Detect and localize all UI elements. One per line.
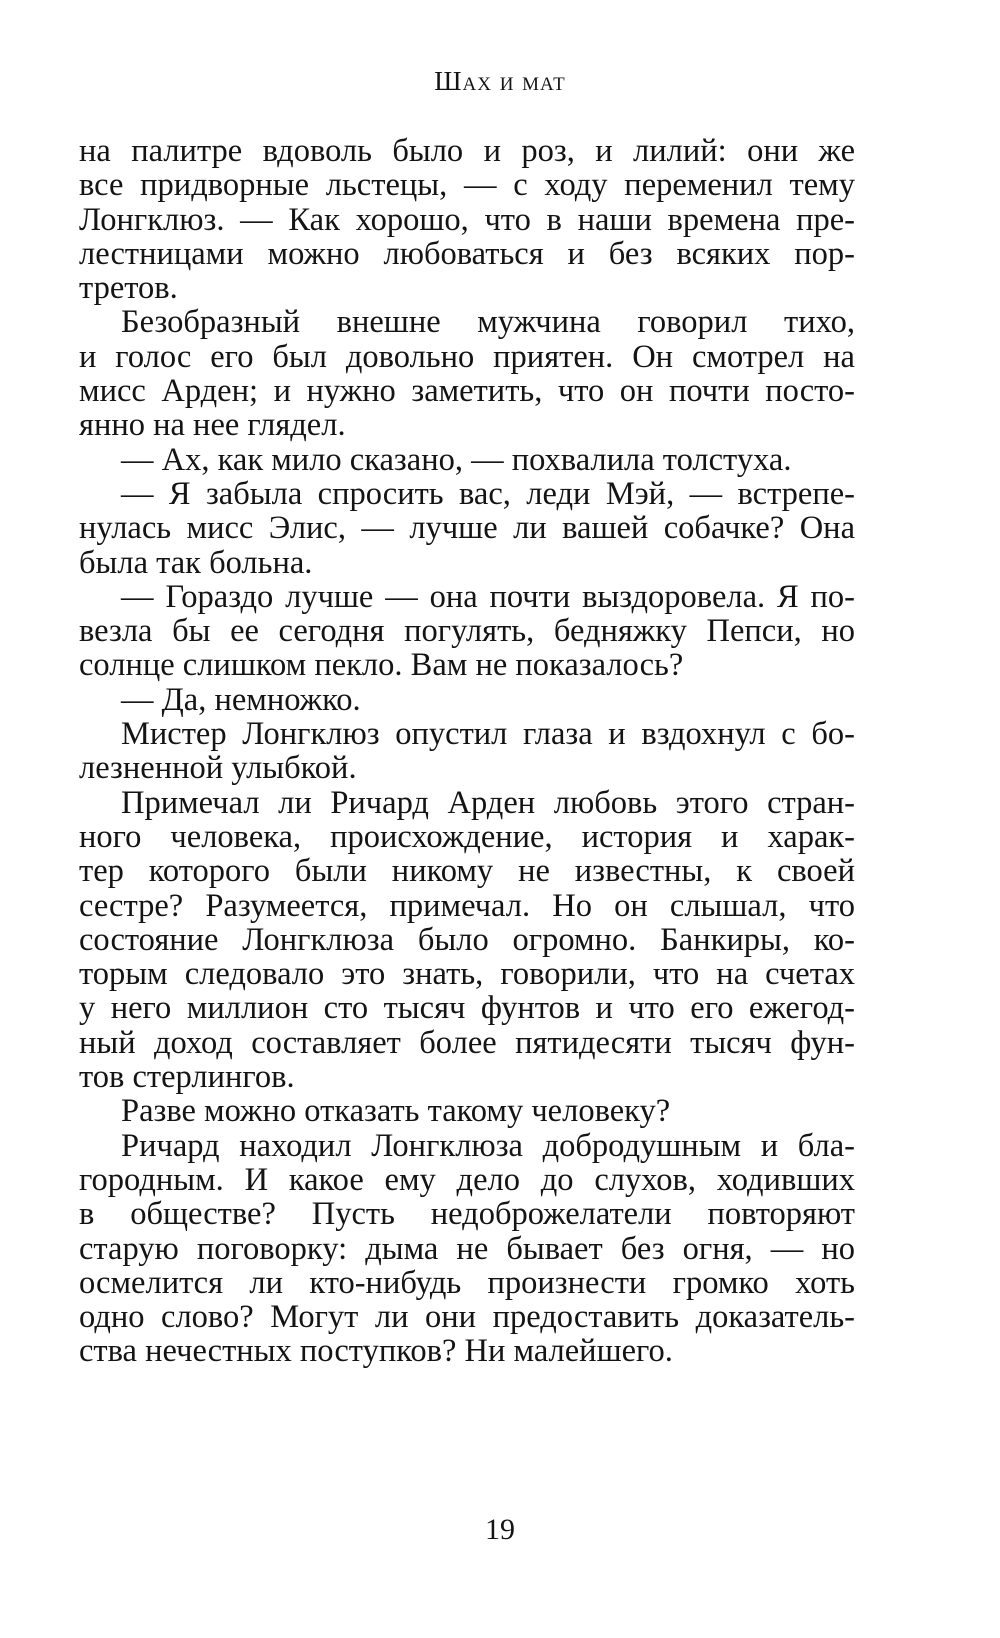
paragraph [79, 580, 855, 683]
page-number: 19 [485, 1513, 515, 1546]
text-line: ный доход составляет более пятидесяти тысяч фун- [79, 1024, 855, 1061]
text-line: мисс Арден; и нужно заметить, что он почти посто- [79, 373, 855, 410]
text-line: торым следовало это знать, говорили, что на счетах [79, 956, 855, 993]
text-line: Разве можно отказать такому человеку? [121, 1093, 671, 1130]
text-line: — Я забыла спросить вас, леди Мэй, — встрепе- [121, 475, 855, 512]
text-line: тер которого были никому не известны, к своей [79, 853, 855, 890]
paragraph [79, 477, 855, 580]
text-line: — Да, немножко. [121, 681, 361, 718]
text-line: была так больна. [79, 544, 313, 581]
text-line: состояние Лонгклюза было огромно. Банкиры, ко- [79, 921, 855, 958]
text-line: янно на нее глядел. [79, 407, 346, 444]
paragraph [79, 305, 855, 442]
text-line: Безобразный внешне мужчина говорил тихо, [121, 304, 855, 341]
running-head: Шах и мат [434, 66, 566, 96]
text-line: ства нечестных поступков? Ни малейшего. [79, 1333, 673, 1370]
text-line: везла бы ее сегодня погулять, бедняжку Пепси, но [79, 613, 855, 650]
body-text [79, 134, 855, 1369]
text-line: городным. И какое ему дело до слухов, ходивших [79, 1161, 855, 1198]
text-line: третов. [79, 270, 178, 307]
text-line: лезненной улыбкой. [79, 750, 357, 787]
text-line: у него миллион сто тысяч фунтов и что его ежегод- [79, 990, 855, 1027]
text-line: одно слово? Могут ли они предоставить доказатель- [79, 1299, 855, 1336]
text-line: на палитре вдоволь было и роз, и лилий: они же [79, 133, 855, 169]
paragraph [79, 443, 855, 477]
text-line: все придворные льстецы, — с ходу переменил тему [79, 167, 855, 204]
text-line: — Гораздо лучше — она почти выздоровела. Я по- [121, 578, 855, 615]
text-line: Примечал ли Ричард Арден любовь этого стран- [121, 784, 855, 821]
paragraph [79, 786, 855, 1095]
paragraph [79, 134, 855, 305]
paragraph [79, 1129, 855, 1369]
text-line: старую поговорку: дыма не бывает без огня, — но [79, 1230, 855, 1267]
text-line: тов стерлингов. [79, 1059, 295, 1096]
text-line: и голос его был довольно приятен. Он смотрел на [79, 338, 855, 375]
text-line: нулась мисс Элис, — лучше ли вашей собачке? Она [79, 510, 855, 547]
text-line: лестницами можно любоваться и без всяких пор- [79, 235, 855, 272]
text-line: сестре? Разумеется, примечал. Но он слышал, что [79, 887, 855, 924]
text-line: солнце слишком пекло. Вам не показалось? [79, 647, 684, 684]
text-line: — Ах, как мило сказано, — похвалила толстуха. [121, 441, 792, 478]
text-line: ного человека, происхождение, история и харак- [79, 818, 855, 855]
text-line: в обществе? Пусть недоброжелатели повторяют [79, 1196, 855, 1233]
text-line: Лонгклюз. — Как хорошо, что в наши времена пре- [79, 201, 855, 238]
paragraph [79, 717, 855, 786]
text-line: осмелится ли кто-нибудь произнести громко хоть [79, 1264, 855, 1301]
text-line: Мистер Лонгклюз опустил глаза и вздохнул с бо- [121, 716, 855, 753]
paragraph [79, 683, 855, 717]
paragraph [79, 1094, 855, 1128]
text-line: Ричард находил Лонгклюза добродушным и бла- [121, 1127, 855, 1164]
